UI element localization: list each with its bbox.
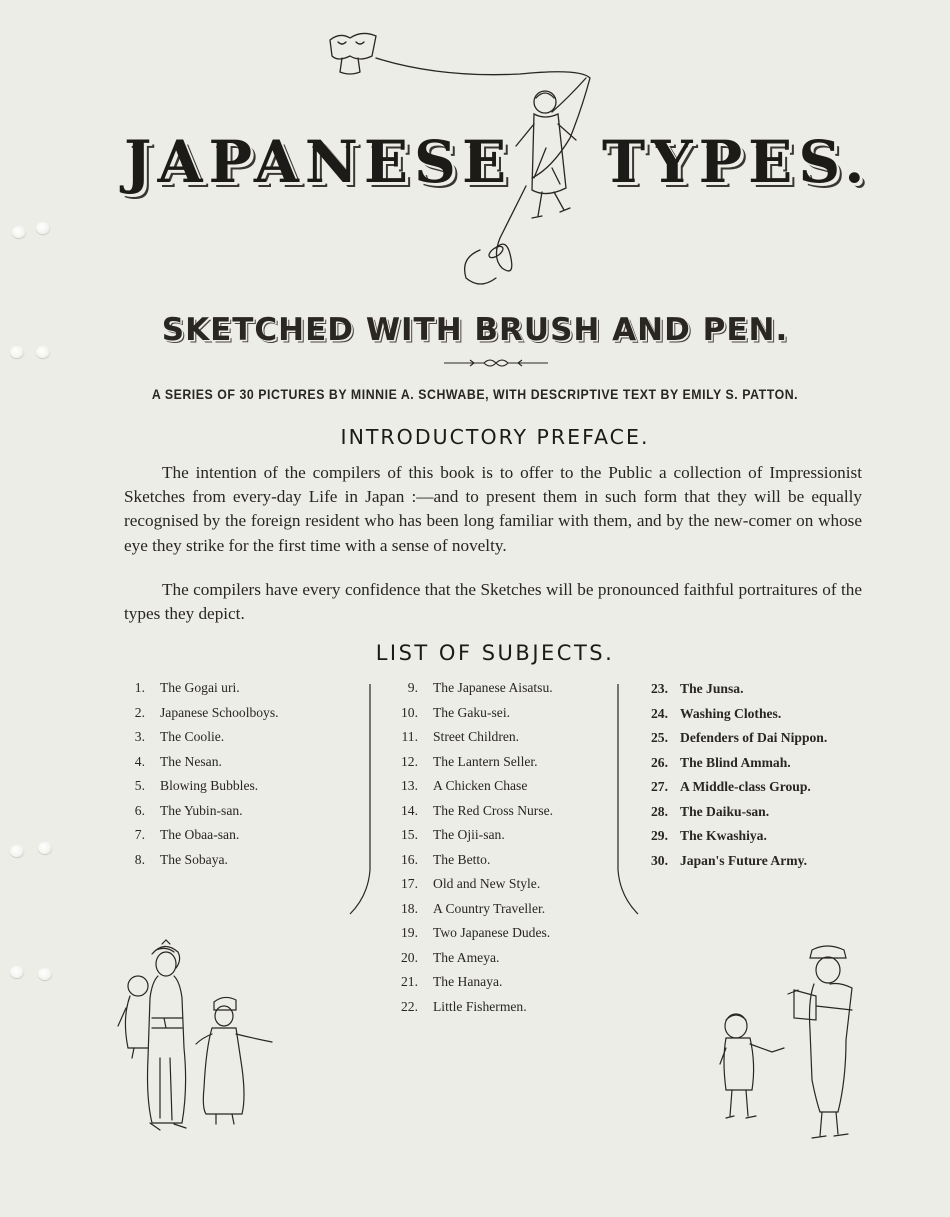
list-item bbox=[122, 803, 279, 828]
list-item bbox=[122, 827, 279, 852]
item-number: 22. bbox=[401, 998, 418, 1014]
list-item bbox=[122, 778, 279, 803]
preface-paragraph-text: The compilers have every confidence that the Sketches will be pronounced faithful portraitures of the types they depict. bbox=[124, 580, 862, 624]
mother-and-children-illustration bbox=[112, 938, 282, 1138]
list-item bbox=[388, 876, 553, 901]
item-title: The Blind Ammah. bbox=[680, 754, 791, 770]
list-item bbox=[388, 950, 553, 975]
item-title: The Lantern Seller. bbox=[433, 753, 538, 769]
item-number: 5. bbox=[134, 778, 145, 793]
item-number: 23. bbox=[651, 681, 668, 696]
item-title: A Country Traveller. bbox=[433, 900, 546, 916]
item-title: The Nesan. bbox=[160, 753, 222, 769]
item-title: A Chicken Chase bbox=[433, 778, 528, 793]
list-item bbox=[388, 680, 553, 705]
subjects-column-1 bbox=[122, 680, 279, 876]
list-item bbox=[122, 705, 279, 730]
list-item bbox=[388, 803, 553, 828]
list-item bbox=[388, 754, 553, 779]
list-item bbox=[638, 828, 827, 853]
binding-hole bbox=[10, 966, 24, 978]
list-item bbox=[122, 680, 279, 705]
ornament-divider-icon bbox=[444, 356, 548, 370]
item-title: Street Children. bbox=[433, 729, 520, 744]
series-credits: A SERIES OF 30 PICTURES BY MINNIE A. SCHWABE, WITH DESCRIPTIVE TEXT BY EMILY S. PATTON. bbox=[151, 387, 799, 402]
item-title: The Ameya. bbox=[433, 949, 500, 965]
item-title: Washing Clothes. bbox=[680, 705, 782, 721]
item-title: The Gaku-sei. bbox=[433, 704, 511, 720]
preface-paragraph-text: The intention of the compilers of this book is to offer to the Public a collection of Impressionist Sketches from every-day Life in Japan :—and to present them in such form that they will be equally recognised by the foreign resident who has been long familiar with them, and by the new-comer on whose eye they strike for the first time with a sense of novelty. bbox=[124, 463, 862, 555]
title-word-types: TYPES. bbox=[602, 128, 871, 196]
list-item bbox=[388, 974, 553, 999]
list-item bbox=[388, 705, 553, 730]
item-title: Old and New Style. bbox=[433, 876, 541, 891]
item-number: 28. bbox=[651, 803, 668, 819]
binding-hole bbox=[38, 842, 52, 854]
item-number: 12. bbox=[401, 753, 418, 769]
kite-icon bbox=[330, 33, 376, 59]
item-number: 7. bbox=[134, 827, 145, 842]
item-number: 29. bbox=[651, 828, 668, 843]
item-title: The Coolie. bbox=[160, 729, 225, 744]
item-number: 2. bbox=[134, 704, 145, 720]
binding-hole bbox=[12, 226, 26, 238]
item-title: The Hanaya. bbox=[433, 974, 503, 989]
preface-heading: INTRODUCTORY PREFACE. bbox=[340, 425, 650, 449]
item-title: The Gogai uri. bbox=[160, 680, 240, 695]
item-number: 20. bbox=[401, 949, 418, 965]
item-title: Defenders of Dai Nippon. bbox=[680, 730, 828, 745]
list-item bbox=[638, 681, 827, 706]
item-number: 11. bbox=[401, 729, 418, 744]
item-number: 19. bbox=[401, 925, 418, 940]
list-item bbox=[388, 999, 553, 1024]
item-number: 27. bbox=[651, 779, 668, 794]
item-title: Little Fishermen. bbox=[433, 998, 527, 1014]
item-number: 15. bbox=[401, 827, 418, 842]
item-number: 18. bbox=[401, 900, 418, 916]
item-title: The Red Cross Nurse. bbox=[433, 802, 554, 818]
item-number: 4. bbox=[134, 753, 145, 769]
item-title: The Yubin-san. bbox=[160, 802, 243, 818]
list-item bbox=[388, 827, 553, 852]
list-item bbox=[638, 755, 827, 780]
list-item bbox=[638, 779, 827, 804]
subjects-column-2 bbox=[388, 680, 553, 1023]
item-number: 30. bbox=[651, 852, 668, 868]
binding-hole bbox=[38, 968, 52, 980]
list-item bbox=[388, 778, 553, 803]
item-title: A Middle-class Group. bbox=[680, 779, 811, 794]
item-number: 6. bbox=[134, 802, 145, 818]
item-number: 9. bbox=[407, 680, 418, 695]
list-item bbox=[122, 729, 279, 754]
list-item bbox=[638, 730, 827, 755]
item-title: The Obaa-san. bbox=[160, 827, 240, 842]
item-number: 24. bbox=[651, 705, 668, 721]
title-word-japanese: JAPANESE bbox=[124, 128, 513, 196]
preface-paragraph bbox=[124, 578, 862, 626]
list-item bbox=[388, 925, 553, 950]
item-number: 8. bbox=[134, 851, 145, 867]
list-item bbox=[388, 729, 553, 754]
item-number: 10. bbox=[401, 704, 418, 720]
list-item bbox=[388, 852, 553, 877]
item-number: 26. bbox=[651, 754, 668, 770]
item-number: 13. bbox=[401, 778, 418, 793]
list-item bbox=[638, 804, 827, 829]
item-title: The Betto. bbox=[433, 851, 491, 867]
item-number: 17. bbox=[401, 876, 418, 891]
item-title: Japanese Schoolboys. bbox=[160, 704, 279, 720]
list-item bbox=[638, 853, 827, 878]
item-title: The Daiku-san. bbox=[680, 803, 770, 819]
item-number: 16. bbox=[401, 851, 418, 867]
subtitle: SKETCHED WITH BRUSH AND PEN. bbox=[161, 312, 789, 348]
subjects-column-3 bbox=[638, 681, 827, 877]
item-number: 25. bbox=[651, 730, 668, 745]
main-title bbox=[0, 128, 950, 198]
item-title: Japan's Future Army. bbox=[680, 852, 808, 868]
item-title: The Ojii-san. bbox=[433, 827, 505, 842]
item-number: 3. bbox=[134, 729, 145, 744]
binding-hole bbox=[10, 845, 24, 857]
left-bracket-divider bbox=[346, 682, 376, 918]
item-number: 14. bbox=[401, 802, 418, 818]
preface-paragraph bbox=[124, 461, 862, 558]
item-title: Blowing Bubbles. bbox=[160, 778, 259, 793]
item-number: 21. bbox=[401, 974, 418, 989]
item-title: The Sobaya. bbox=[160, 851, 228, 867]
list-item bbox=[388, 901, 553, 926]
item-number: 1. bbox=[134, 680, 145, 695]
item-title: Two Japanese Dudes. bbox=[433, 925, 551, 940]
vendor-and-boy-illustration bbox=[712, 940, 872, 1150]
item-title: The Japanese Aisatsu. bbox=[433, 680, 553, 695]
list-item bbox=[122, 852, 279, 877]
item-title: The Kwashiya. bbox=[680, 828, 767, 843]
binding-hole bbox=[36, 222, 50, 234]
list-heading: LIST OF SUBJECTS. bbox=[375, 641, 615, 665]
list-item bbox=[638, 706, 827, 731]
item-title: The Junsa. bbox=[680, 681, 744, 696]
list-item bbox=[122, 754, 279, 779]
